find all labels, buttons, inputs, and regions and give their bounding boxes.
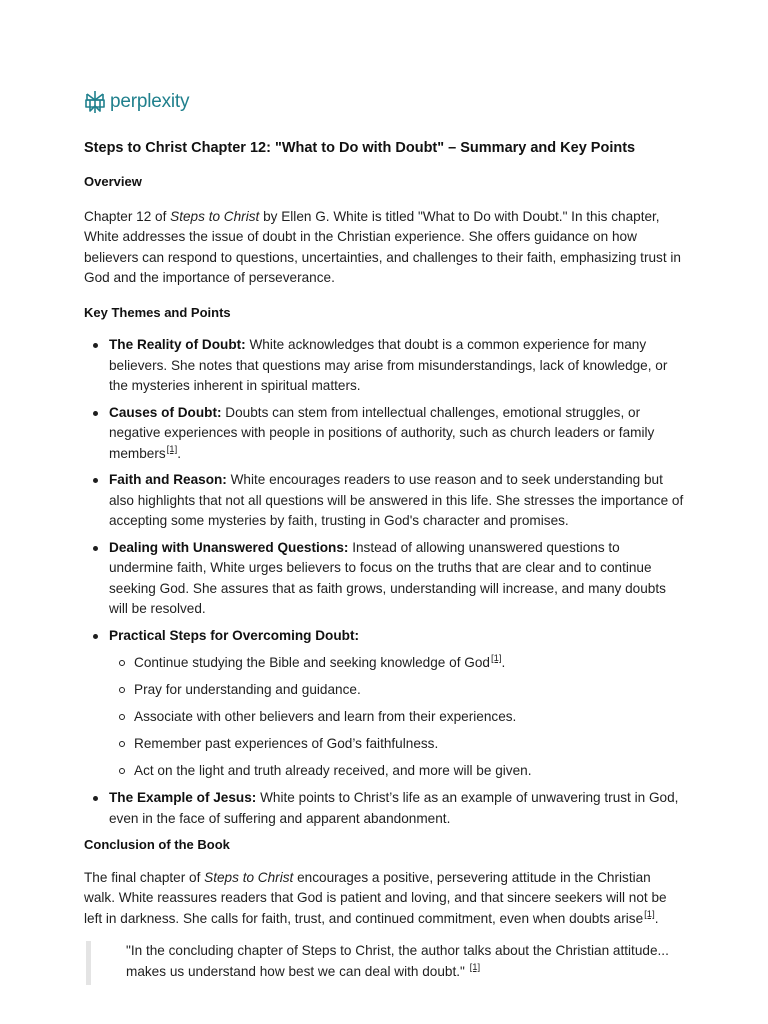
step-item: Pray for understanding and guidance. <box>109 680 684 701</box>
theme-item: Practical Steps for Overcoming Doubt: Continue studying the Bible and seeking knowledge of God[1]. Pray for understanding and guidance. Associate with other believers and learn from their experiences. Remember past experiences of God’s faithfulness. Act on the light and truth already received, and more will be given. <box>84 626 684 782</box>
practical-steps-list <box>109 653 684 782</box>
article-body <box>84 172 684 982</box>
citation-link[interactable]: [1] <box>644 908 655 920</box>
theme-item: Causes of Doubt: Doubts can stem from intellectual challenges, emotional struggles, or negative experiences with people in positions of authority, such as church leaders or family members[1]. <box>84 403 684 465</box>
brand-name: perplexity <box>110 91 190 112</box>
citation-link[interactable]: [1] <box>490 653 502 665</box>
conclusion-paragraph: The final chapter of Steps to Christ encourages a positive, persevering attitude in the Christian walk. White reassures readers that God is patient and loving, and that sincere seekers will not be left in darkness. She calls for faith, trust, and continued commitment, even when doubts arise[1]. <box>84 869 667 926</box>
overview-heading: Overview <box>84 174 142 189</box>
perplexity-logo[interactable] <box>84 90 189 114</box>
theme-item: Faith and Reason: White encourages readers to use reason and to seek understanding but also highlights that not all questions will be answered in this life. She stresses the importance of accepting some mysteries by faith, trusting in God's character and promises. <box>84 470 684 532</box>
key-themes-list <box>84 335 684 829</box>
theme-item: The Example of Jesus: White points to Christ’s life as an example of unwavering trust in God, even in the face of suffering and apparent abandonment. <box>84 788 684 829</box>
theme-item: The Reality of Doubt: White acknowledges that doubt is a common experience for many believers. She notes that questions may arise from misunderstandings, lack of knowledge, or the mysteries inherent in spiritual matters. <box>84 335 684 397</box>
step-item: Continue studying the Bible and seeking knowledge of God[1]. <box>109 653 684 674</box>
citation-link[interactable]: [1] <box>469 961 481 973</box>
conclusion-heading: Conclusion of the Book <box>84 837 230 852</box>
overview-paragraph: Chapter 12 of Steps to Christ by Ellen G. White is titled "What to Do with Doubt." In this chapter, White addresses the issue of doubt in the Christian experience. She offers guidance on how believers can respond to questions, uncertainties, and challenges to their faith, emphasizing trust in God and the importance of perseverance. <box>84 208 681 285</box>
perplexity-logo-icon <box>84 90 106 114</box>
key-themes-heading: Key Themes and Points <box>84 304 231 320</box>
step-item: Remember past experiences of God’s faithfulness. <box>109 734 684 755</box>
quote-block: "In the concluding chapter of Steps to Christ, the author talks about the Christian attitude... makes us understand how best we can deal with doubt." [1] <box>84 941 684 982</box>
step-item: Act on the light and truth already received, and more will be given. <box>109 761 684 782</box>
page-title: Steps to Christ Chapter 12: "What to Do with Doubt" – Summary and Key Points <box>84 140 636 156</box>
theme-item: Dealing with Unanswered Questions: Instead of allowing unanswered questions to undermine faith, White urges believers to focus on the truths that are clear and to continue seeking God. She assures that as faith grows, understanding will increase, and many doubts will be resolved. <box>84 538 684 620</box>
step-item: Associate with other believers and learn from their experiences. <box>109 707 684 728</box>
citation-link[interactable]: [1] <box>166 443 178 455</box>
